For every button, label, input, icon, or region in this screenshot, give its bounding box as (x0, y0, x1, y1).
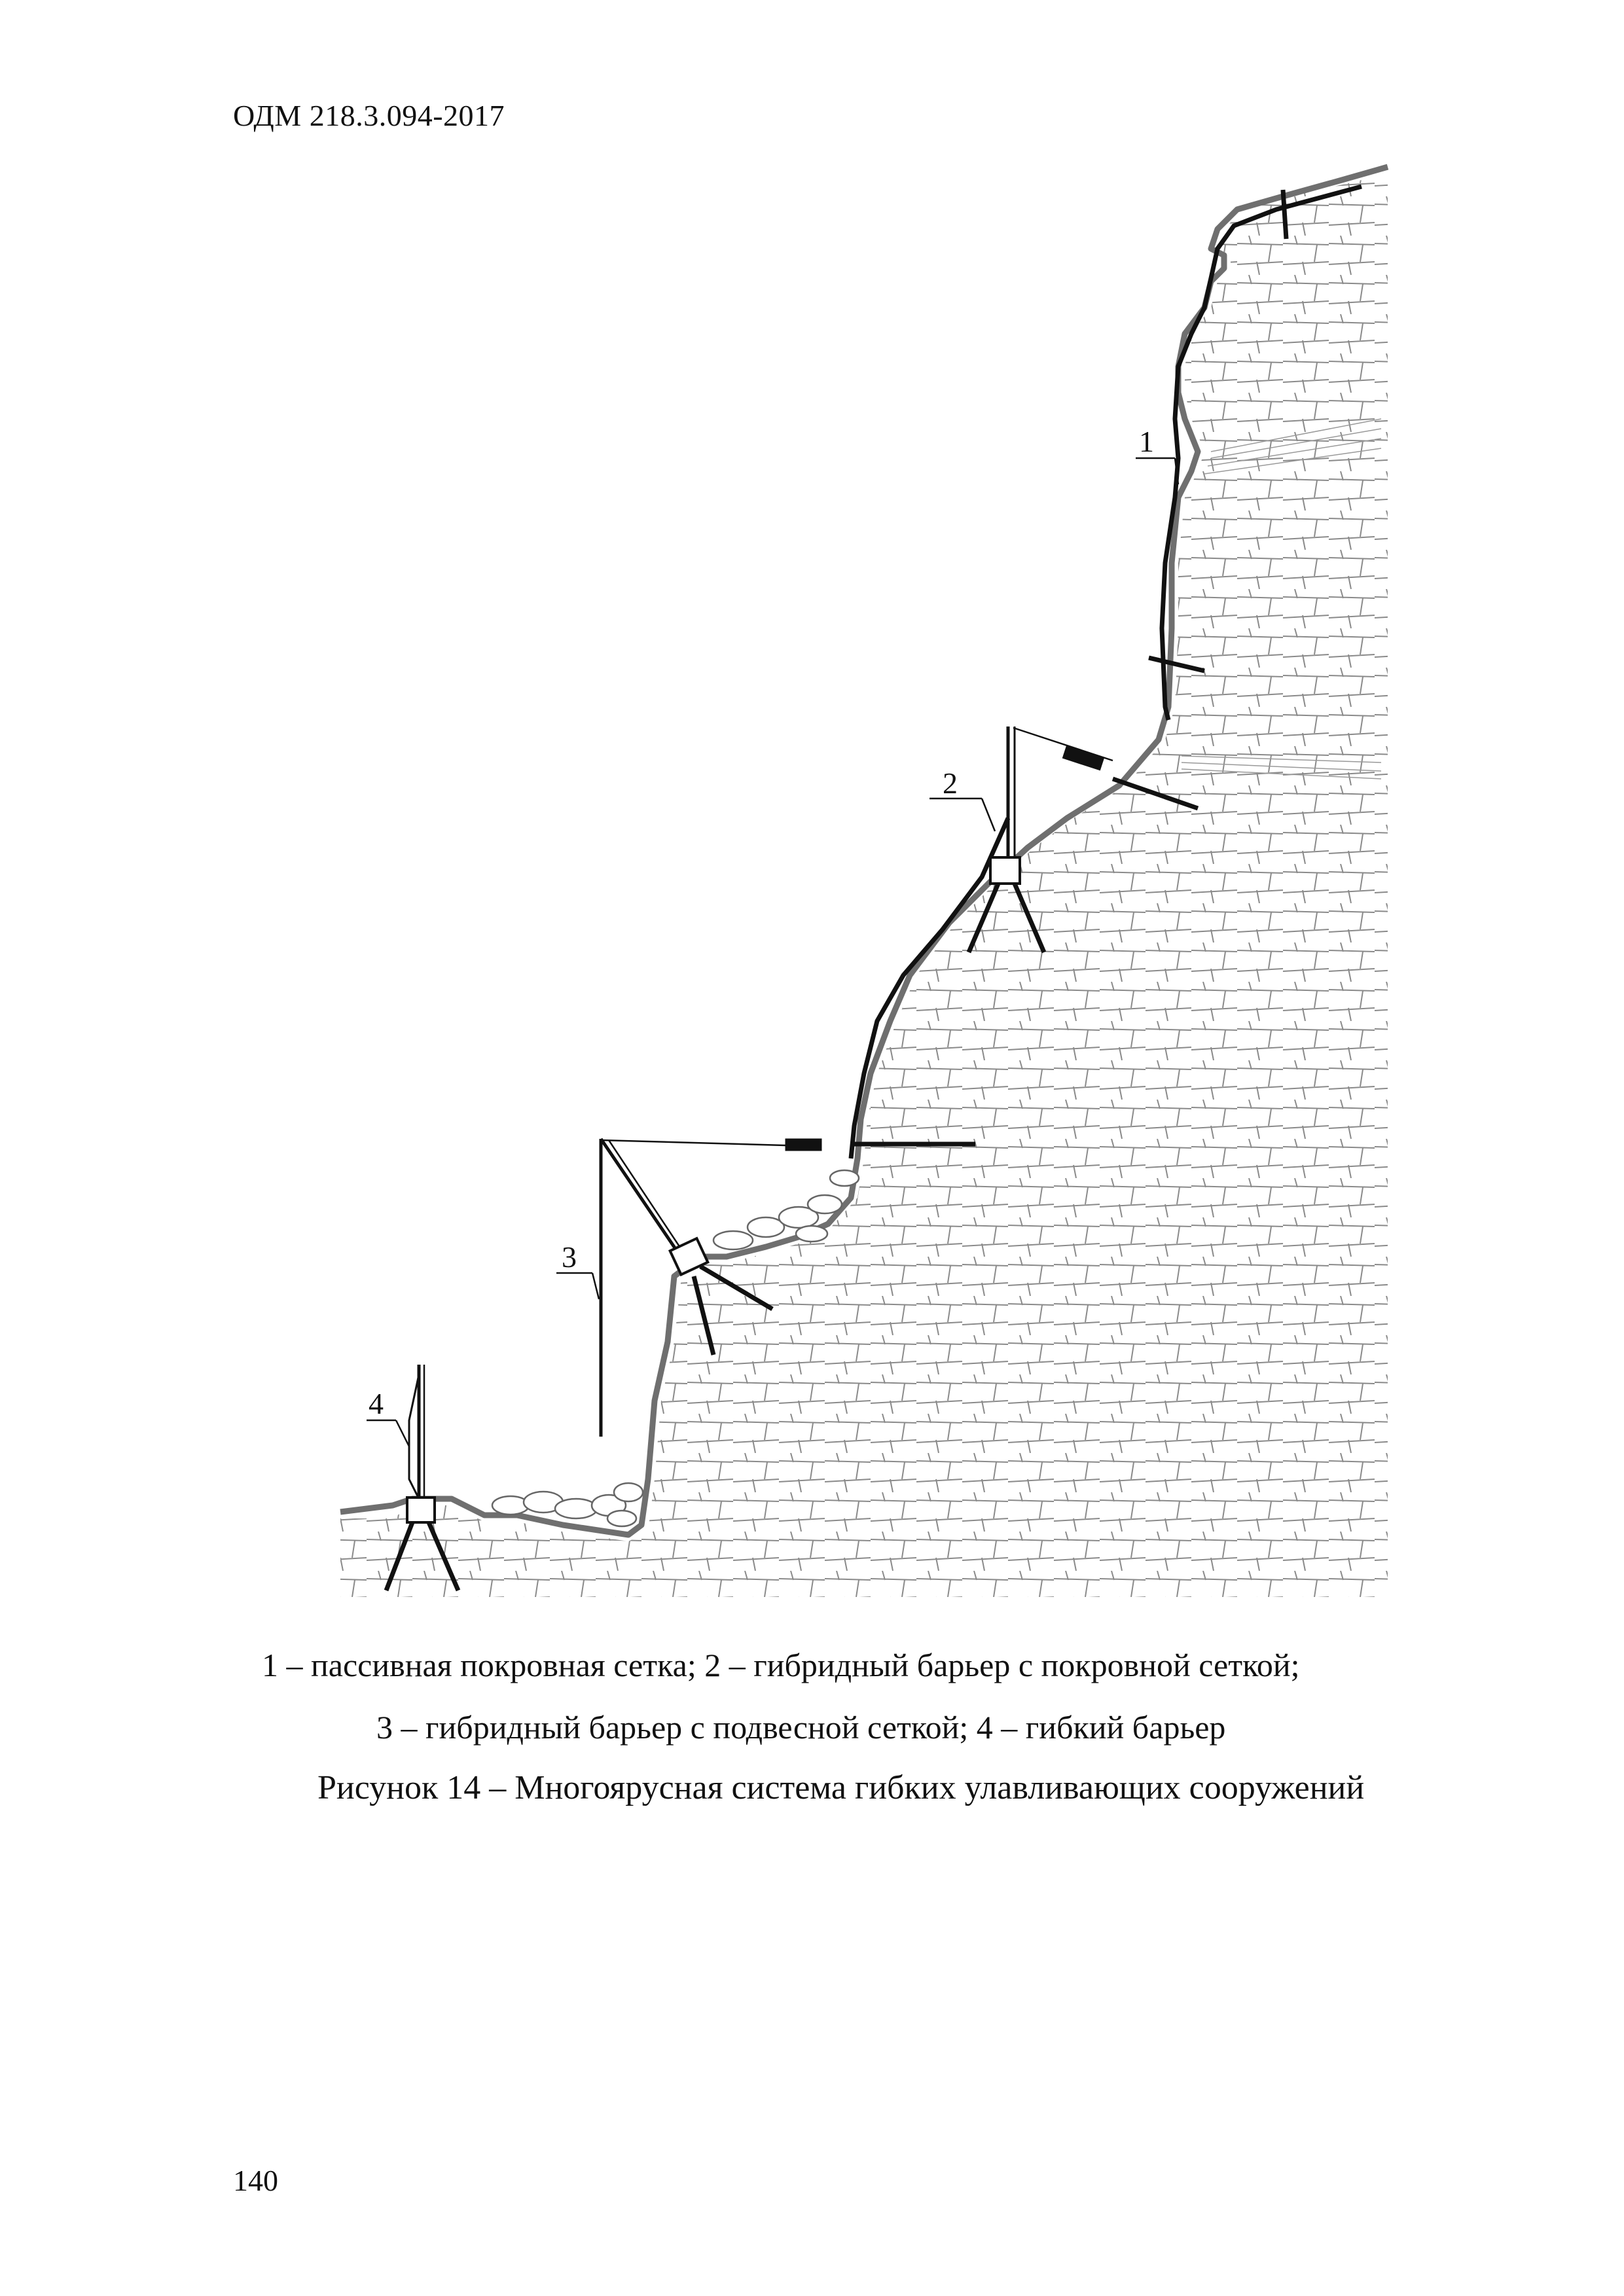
figure-legend-line-2: 3 – гибридный барьер с подвесной сеткой; 4 – гибкий барьер (376, 1709, 1226, 1746)
document-code: ОДМ 218.3.094-2017 (233, 99, 505, 132)
page-number: 140 (233, 2164, 278, 2197)
label-1: 1 (1139, 425, 1154, 458)
label-2: 2 (943, 766, 958, 800)
figure-legend-line-1: 1 – пассивная покровная сетка; 2 – гибридный барьер с покровной сеткой; (262, 1647, 1300, 1683)
label-4: 4 (369, 1387, 384, 1420)
label-3: 3 (562, 1240, 577, 1274)
figure-caption: Рисунок 14 – Многоярусная система гибких улавливающих сооружений (317, 1769, 1365, 1806)
rock-mass (340, 173, 1388, 1597)
